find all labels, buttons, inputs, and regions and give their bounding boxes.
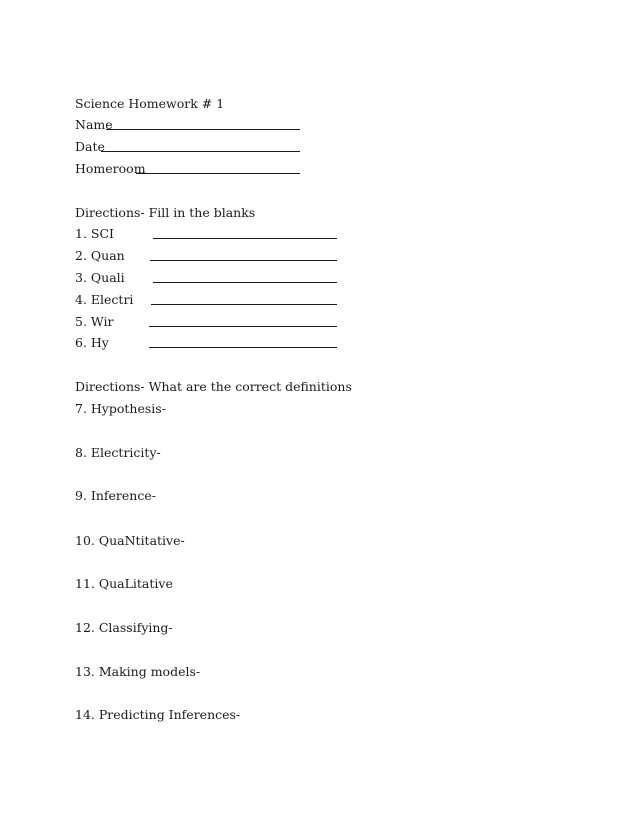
fill-in-blank[interactable] [153, 238, 337, 239]
fill-in-item: 1. SCI [75, 226, 114, 241]
date-label: Date [75, 139, 105, 154]
fill-in-item: 2. Quan [75, 248, 125, 263]
homeroom-label: Homeroom [75, 161, 146, 176]
definition-item: 7. Hypothesis- [75, 401, 166, 416]
definition-item: 8. Electricity- [75, 445, 161, 460]
definition-item: 10. QuaNtitative- [75, 533, 185, 548]
definition-item: 9. Inference- [75, 488, 156, 503]
worksheet-title: Science Homework # 1 [75, 96, 225, 111]
fill-in-item: 3. Quali [75, 270, 125, 285]
fill-in-item: 5. Wir [75, 314, 114, 329]
name-blank[interactable] [106, 129, 300, 130]
definitions-directions: Directions- What are the correct definitions [75, 379, 352, 394]
name-label: Name [75, 117, 113, 132]
homeroom-blank[interactable] [136, 173, 300, 174]
fill-in-item: 4. Electri [75, 292, 134, 307]
definition-item: 11. QuaLitative [75, 576, 173, 591]
fill-in-blank[interactable] [150, 260, 337, 261]
fill-in-item: 6. Hy [75, 335, 109, 350]
fill-in-blank[interactable] [153, 282, 337, 283]
definition-item: 12. Classifying- [75, 620, 173, 635]
fill-in-blank[interactable] [149, 326, 337, 327]
fill-in-blank[interactable] [151, 304, 337, 305]
date-blank[interactable] [101, 151, 300, 152]
definition-item: 14. Predicting Inferences- [75, 707, 241, 722]
definition-item: 13. Making models- [75, 664, 201, 679]
fill-in-directions: Directions- Fill in the blanks [75, 205, 256, 220]
fill-in-blank[interactable] [149, 347, 337, 348]
